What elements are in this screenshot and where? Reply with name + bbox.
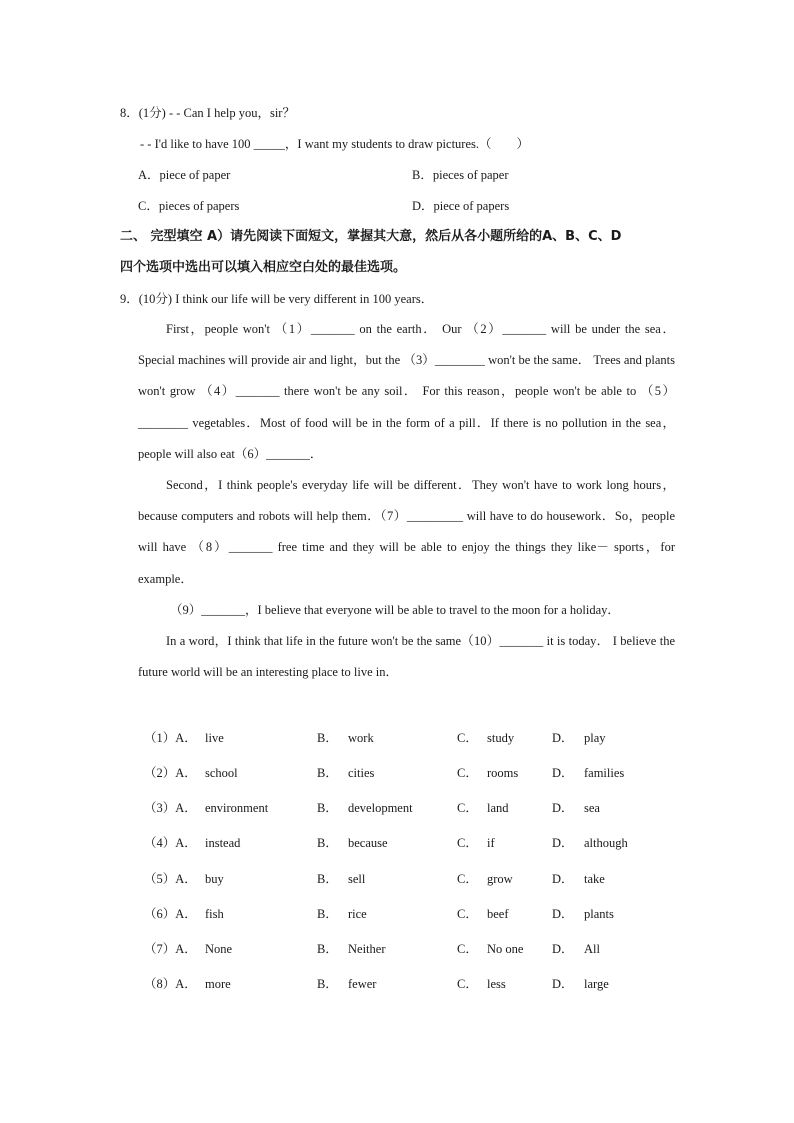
letter-d: D．	[552, 836, 574, 850]
letter-c: C．	[457, 872, 478, 886]
option-text: piece of paper	[159, 168, 231, 182]
option-b[interactable]: sell	[348, 872, 366, 886]
q8-stem: 8．(1分) - - Can I help you，sir？	[120, 106, 295, 120]
option-d[interactable]: large	[584, 977, 609, 991]
row-number: （5）A．	[144, 872, 197, 886]
option-b[interactable]: rice	[348, 907, 367, 921]
row-number: （1）A．	[144, 731, 197, 745]
row-number: （8）A．	[144, 977, 197, 991]
option-c[interactable]: No one	[487, 942, 524, 956]
letter-b: B．	[317, 836, 338, 850]
option-a[interactable]: fish	[205, 907, 224, 921]
passage-paragraph-3: （9）_______，I believe that everyone will be able to travel to the moon for a holiday．	[170, 602, 620, 617]
option-b[interactable]: cities	[348, 766, 375, 780]
letter-c: C．	[457, 942, 478, 956]
letter-d: D．	[552, 766, 574, 780]
letter-c: C．	[457, 836, 478, 850]
option-d[interactable]: although	[584, 836, 628, 850]
letter-c: C．	[457, 731, 478, 745]
letter-d: D．	[552, 801, 574, 815]
option-a[interactable]: None	[205, 942, 233, 956]
letter-b: B．	[317, 766, 338, 780]
passage-paragraph-1: First，people won't （1）_______ on the earth． Our （2）_______ will be under the sea． Special machines will provide air and light，but the （3）________ won't be the same． Trees and plants won't grow （4）_______ there won't be any soil． For this reason，people won't be able to （5）________ vegetables．Most of food will be in the form of a pill．If there is no pollution in the sea，people will also eat（6）_______．	[138, 322, 675, 461]
option-a[interactable]: more	[205, 977, 231, 991]
letter-b: B．	[317, 907, 338, 921]
passage-paragraph-4: In a word，I think that life in the future won't be the same（10）_______ it is today． I believe the future world will be an interesting place to live in．	[138, 634, 675, 680]
option-d[interactable]: All	[584, 942, 600, 956]
letter-d: D．	[552, 977, 574, 991]
q9-stem: 9．(10分) I think our life will be very different in 100 years．	[120, 292, 434, 306]
option-text: piece of papers	[433, 199, 510, 213]
option-a[interactable]: school	[205, 766, 238, 780]
letter-b: B．	[317, 977, 338, 991]
letter-b: B．	[317, 942, 338, 956]
option-d[interactable]: play	[584, 731, 606, 745]
option-d[interactable]: sea	[584, 801, 600, 815]
row-number: （2）A．	[144, 766, 197, 780]
letter-d: D．	[552, 942, 574, 956]
option-c[interactable]: less	[487, 977, 506, 991]
option-a[interactable]: instead	[205, 836, 241, 850]
option-d[interactable]: plants	[584, 907, 614, 921]
option-a[interactable]: live	[205, 731, 224, 745]
letter-c: C．	[457, 766, 478, 780]
q8-option-d[interactable]	[412, 197, 509, 215]
option-text: pieces of papers	[158, 199, 240, 213]
section-heading-line2: 四个选项中选出可以填入相应空白处的最佳选项。	[120, 260, 407, 275]
letter-d: D．	[552, 731, 574, 745]
option-b[interactable]: fewer	[348, 977, 377, 991]
option-letter: A．	[138, 168, 160, 182]
option-c[interactable]: study	[487, 731, 515, 745]
letter-d: D．	[552, 907, 574, 921]
row-number: （4）A．	[144, 836, 197, 850]
passage-paragraph-2: Second，I think people's everyday life will be different．They won't have to work long hours， because computers and robots will help them．（7）_________ will have to do housework．So，people will have （8）_______ free time and they will be able to enjoy the things they like－ sports，for example．	[138, 478, 675, 586]
option-d[interactable]: families	[584, 766, 625, 780]
option-a[interactable]: buy	[205, 872, 224, 886]
letter-c: C．	[457, 907, 478, 921]
q8-reply: - - I'd like to have 100 _____，I want my students to draw pictures.（ ）	[140, 137, 529, 151]
option-b[interactable]: because	[348, 836, 388, 850]
option-text: pieces of paper	[432, 168, 509, 182]
q8-option-b[interactable]	[412, 166, 509, 184]
q8-option-a[interactable]	[138, 166, 230, 184]
letter-b: B．	[317, 872, 338, 886]
q8-option-c[interactable]	[138, 197, 239, 215]
option-d[interactable]: take	[584, 872, 605, 886]
option-c[interactable]: beef	[487, 907, 509, 921]
letter-b: B．	[317, 731, 338, 745]
option-c[interactable]: rooms	[487, 766, 519, 780]
letter-b: B．	[317, 801, 338, 815]
option-c[interactable]: if	[487, 836, 495, 850]
letter-c: C．	[457, 801, 478, 815]
row-number: （6）A．	[144, 907, 197, 921]
option-c[interactable]: land	[487, 801, 509, 815]
letter-d: D．	[552, 872, 574, 886]
option-b[interactable]: Neither	[348, 942, 386, 956]
section-heading-line1: 二、 完型填空 A）请先阅读下面短文，掌握其大意，然后从各小题所给的A、B、C、D	[120, 229, 622, 244]
option-b[interactable]: work	[348, 731, 374, 745]
option-a[interactable]: environment	[205, 801, 269, 815]
row-number: （3）A．	[144, 801, 197, 815]
q9-passage	[138, 314, 675, 688]
option-c[interactable]: grow	[487, 872, 513, 886]
option-letter: B．	[412, 168, 433, 182]
option-letter: D．	[412, 199, 434, 213]
row-number: （7）A．	[144, 942, 197, 956]
option-letter: C．	[138, 199, 159, 213]
option-b[interactable]: development	[348, 801, 413, 815]
letter-c: C．	[457, 977, 478, 991]
